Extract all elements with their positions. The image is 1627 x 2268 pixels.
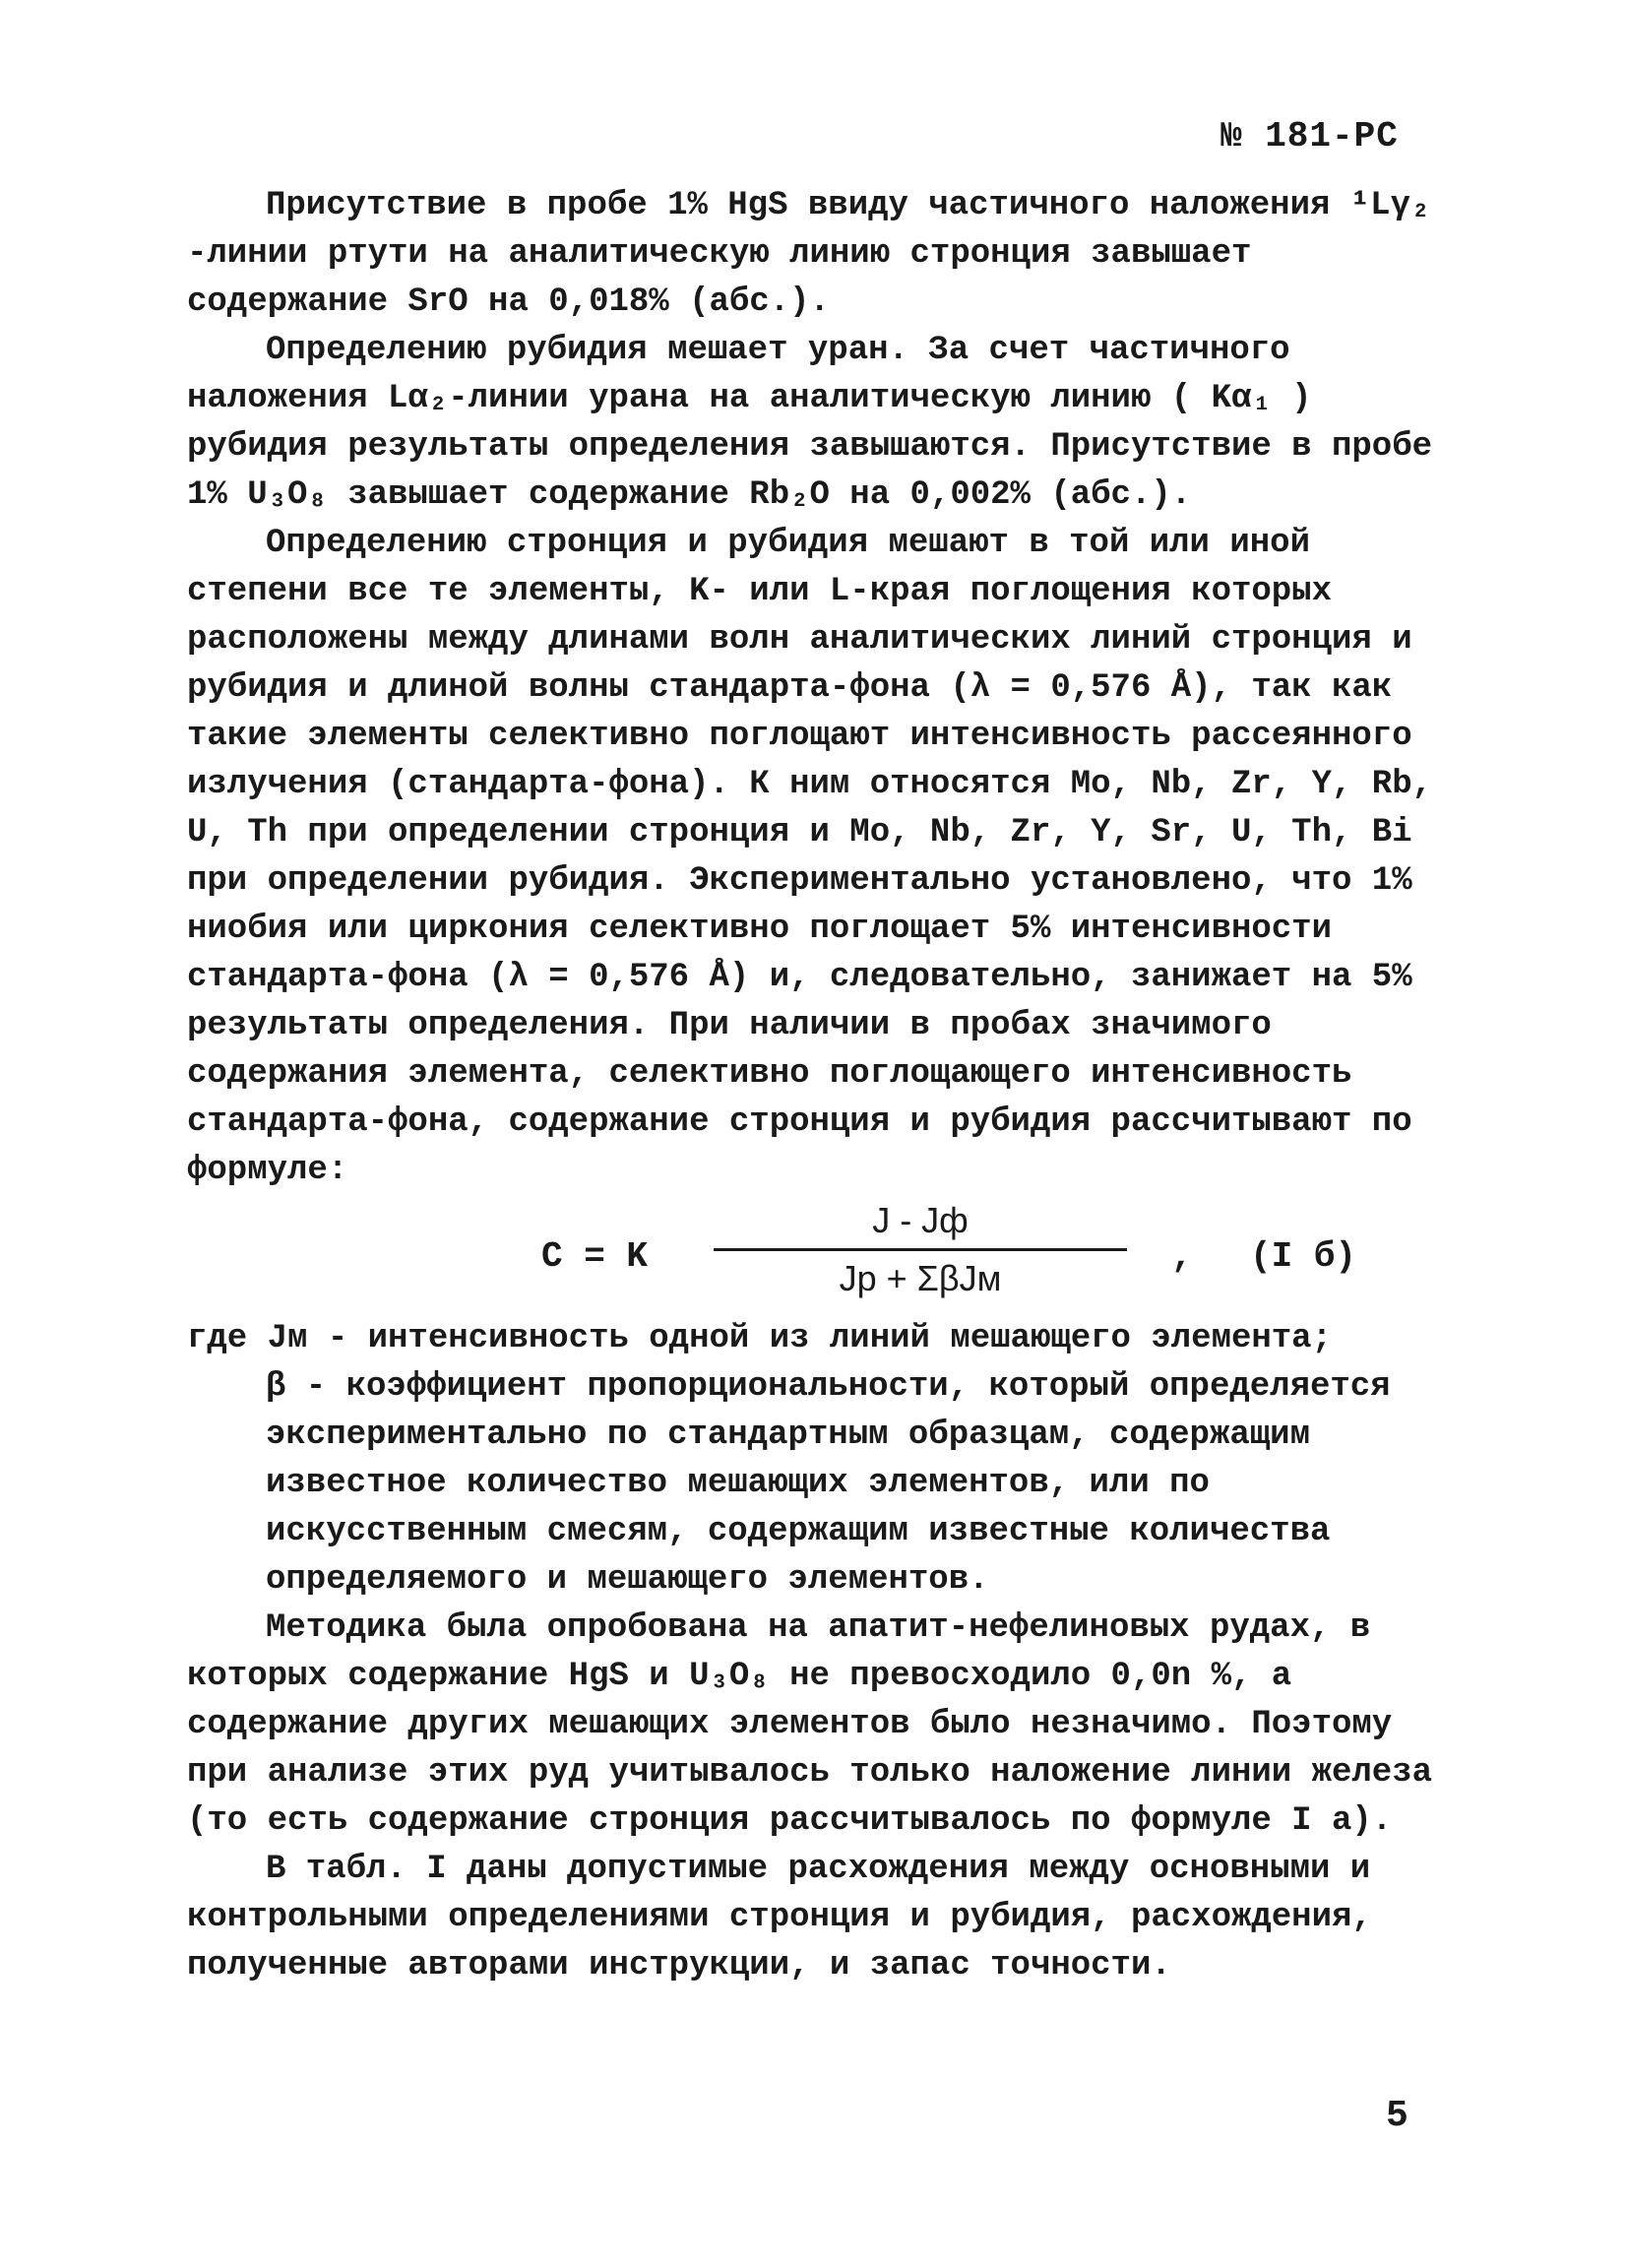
document-number: № 181-РС — [1220, 116, 1399, 157]
paragraph-uranium-interference: Определению рубидия мешает уран. За счет частичного наложения Lα₂-линии урана на аналитическую линию ( Kα₁ ) рубидия результаты определения завышаются. Присутствие в пробе 1% U₃O₈ завышает содержание Rb₂O на 0,002% (абс.). — [187, 332, 1433, 514]
body-text — [187, 182, 1447, 1990]
page-number: 5 — [1386, 2095, 1408, 2137]
formula-lhs: C = K — [541, 1236, 649, 1277]
paragraph-method-testing: Методика была опробована на апатит-нефелиновых рудах, в которых содержание HgS и U₃O₈ не превосходило 0,0n %, а содержание других мешающих элементов было незначимо. Поэтому при анализе этих руд учитывалось только наложение линии железа (то есть содержание стронция рассчитывалось по формуле I а). — [187, 1609, 1433, 1840]
equation-number: (I б) — [1250, 1236, 1357, 1277]
definition-beta: β - коэффициент пропорциональности, который определяется экспериментально по стандартным образцам, содержащим известное количество мешающих элементов, или по искусственным смесям, содержащим известные количества определяемого и мешающего элементов. — [266, 1368, 1391, 1599]
formula-fraction — [694, 1197, 1147, 1302]
definition-jm: где Jм - интенсивность одной из линий мешающего элемента; — [187, 1320, 1332, 1357]
paragraph-mercury-interference: Присутствие в пробе 1% HgS ввиду частичного наложения ¹Lγ₂ -линии ртути на аналитическую линию стронция завышает содержание SrO на 0,018% (абс.). — [187, 187, 1431, 321]
paragraph-absorption-elements: Определению стронция и рубидия мешают в той или иной степени все те элементы, K- или L-края поглощения которых расположены между длинами волн аналитических линий стронция и рубидия и длиной волны стандарта-фона (λ = 0,576 Å), так как такие элементы селективно поглощают интенсивность рассеянного излучения (стандарта-фона). К ним относятся Mo, Nb, Zr, Y, Rb, U, Th при определении стронция и Mo, Nb, Zr, Y, Sr, U, Th, Bi при определении рубидия. Экспериментально установлено, что 1% ниобия или циркония селективно поглощает 5% интенсивности стандарта-фона (λ = 0,576 Å) и, следовательно, занижает на 5% результаты определения. При наличии в пробах значимого содержания элемента, селективно поглощающего интенсивность стандарта-фона, содержание стронция и рубидия рассчитывают по формуле: — [187, 525, 1433, 1189]
formula-1b — [187, 1197, 1447, 1315]
formula-numerator: J - Jф — [872, 1200, 969, 1240]
formula-comma: , — [1171, 1236, 1193, 1277]
paragraph-table-reference: В табл. I даны допустимые расхождения между основными и контрольными определениями стронция и рубидия, расхождения, полученные авторами инструкции, и запас точности. — [187, 1851, 1372, 1984]
formula-denominator: Jр + ΣβJм — [839, 1258, 1002, 1298]
fraction-bar — [714, 1248, 1127, 1251]
